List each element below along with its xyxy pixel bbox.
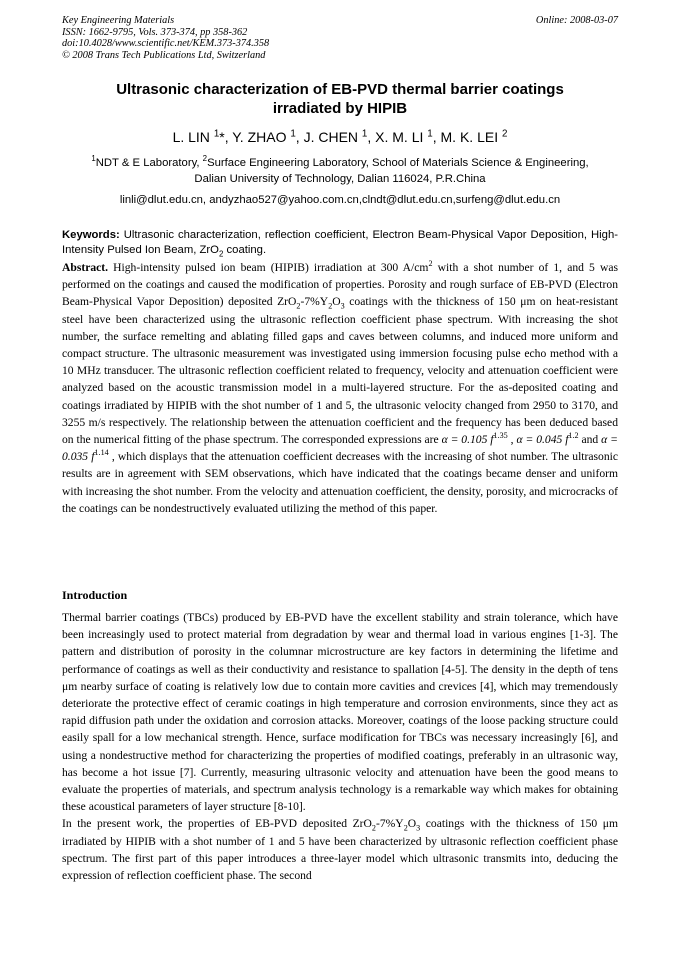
keywords-block — [62, 228, 618, 258]
intro-text: In the present work, the properties of EB-PVD deposited ZrO — [62, 817, 372, 831]
section-heading-introduction: Introduction — [62, 588, 128, 602]
intro-sub: 2 — [371, 823, 376, 833]
journal-name: Key Engineering Materials — [62, 15, 175, 26]
abstract-text: O — [332, 295, 341, 309]
keywords-text: Ultrasonic characterization, reflection coefficient, Electron Beam-Physical Vapor Deposition, High-Intensity Pulsed Ion Beam, ZrO — [62, 229, 618, 256]
author-separator: , — [367, 129, 376, 145]
title-line-1: Ultrasonic characterization of EB-PVD thermal barrier coatings — [116, 81, 564, 98]
equation-1 — [442, 433, 508, 446]
intro-sub: 3 — [416, 823, 421, 833]
equation-separator: and — [578, 433, 602, 447]
abstract-text: coatings with the thickness of 150 μm on heat-resistant steel have been characterized using the ultrasonic reflection coefficient phase spectrum. With increasing the shot number, the surface remelting and ablating filled gaps and caves between columns, and induced more uniform and compact structure. The ultrasonic measurement was investigated using immersion focusing pulse echo method with a 10 MHz transducer. The ultrasonic reflection coefficient related to frequency, velocity and attenuation coefficient were analyzed based on the acoustic transmission model in a multi-layered structure. For the as-deposited coating and coatings irradiated by HIPIB with the shot number of 1 and 5, the ultrasonic velocity changed from 2950 to 3170, and 3255 m/s respectively. The relationship between the attenuation coefficient and the frequency has been deduced based on the numerical fitting of the phase spectrum. The corresponded expressions are — [62, 295, 618, 447]
keywords-subscript: 2 — [218, 249, 224, 259]
equation-2-exponent: 1.2 — [568, 431, 579, 441]
author-1: L. LIN — [172, 129, 214, 145]
affiliation-2: Surface Engineering Laboratory, School of Materials Science & Engineering, — [207, 157, 589, 169]
affiliation-line-2: Dalian University of Technology, Dalian 116024, P.R.China — [194, 173, 486, 185]
intro-text: O — [407, 817, 417, 831]
author-separator: , — [295, 129, 304, 145]
abstract-text: High-intensity pulsed ion beam (HIPIB) irradiation at 300 A/cm — [108, 261, 429, 274]
affiliation-line-1 — [62, 155, 618, 171]
affil-mark-1: 1 — [91, 154, 96, 164]
doi-line: doi:10.4028/www.scientific.net/KEM.373-374.358 — [62, 38, 270, 50]
abstract-text: , which displays that the attenuation coefficient decreases with the increasing of shot number. The ultrasonic results are in agreement with SEM observations, which have indicated that the coatings became denser and uniform with increasing the shot number. From the velocity and attenuation coefficient, the density, porosity, and microcracks of the coatings can be nondestructively evaluated utilizing the method of this paper. — [62, 450, 618, 515]
abstract-text: -7%Y — [300, 295, 329, 309]
author-4: X. M. LI — [375, 129, 428, 145]
intro-paragraph-1: Thermal barrier coatings (TBCs) produced by EB-PVD have the excellent stability and strain tolerance, which have been increasingly used to protect material from degradation by wear and thermal load in various engines [1-3]. The pattern and distribution of porosity in the columnar microstructure are key factors in determining the lifetime and performance of coatings as well as their conductivity and resistance to spallation [4-5]. The density in the depth of tens μm nearby surface of coating is relatively low due to contain more cavities and crevices [4], which may tremendously deteriorate the protective effect of ceramic coatings in high temperature and corrosion environments, since they act as rapid diffusion path under the oxidation and corrosion attacks. Moreover, coatings of the loose packing structure could easily spall for a low mechanical strength. Hence, surface modification for TBCs was necessary increasingly [6], and using a nondestructive method for characterizing the properties of modified coatings, preferably in an ultrasonic way, has become a hot issue [7]. Currently, measuring ultrasonic velocity and attenuation have been the good means to evaluate the properties of materials, and spectrum analysis technology is a remarkable way which makes for obtaining these acoustical parameters of layer structure [8-10]. — [62, 611, 618, 814]
equation-1-body: α = 0.105 f — [441, 433, 494, 447]
author-1-affil: 1 — [213, 128, 220, 140]
affiliations — [62, 155, 618, 187]
abstract-sub: 3 — [340, 301, 345, 311]
author-5: M. K. LEI — [440, 129, 502, 145]
author-emails: linli@dlut.edu.cn, andyzhao527@yahoo.com.cn,clndt@dlut.edu.cn,surfeng@dlut.edu.cn — [119, 194, 561, 206]
equation-2-body: α = 0.045 f — [516, 433, 569, 447]
intro-paragraph-2 — [62, 815, 618, 884]
author-4-affil: 1 — [427, 128, 433, 140]
abstract-sub: 2 — [328, 301, 333, 311]
intro-text: -7%Y — [375, 817, 404, 831]
journal-header — [62, 15, 618, 61]
abstract-sub: 2 — [296, 301, 301, 311]
equation-2 — [516, 433, 578, 446]
author-2-affil: 1 — [290, 128, 296, 140]
online-date: Online: 2008-03-07 — [535, 15, 618, 26]
affil-mark-2: 2 — [202, 154, 208, 164]
author-3: J. CHEN — [303, 129, 362, 145]
copyright-line: © 2008 Trans Tech Publications Ltd, Switzerland — [62, 49, 266, 61]
abstract-block — [62, 259, 618, 517]
abstract-sup: 2 — [428, 259, 433, 269]
issn-line: ISSN: 1662-9795, Vols. 373-374, pp 358-362 — [62, 26, 248, 38]
paper-title — [62, 80, 618, 118]
title-line-2: irradiated by HIPIB — [272, 100, 408, 117]
intro-sub: 2 — [403, 823, 408, 833]
affiliation-1: NDT & E Laboratory, — [95, 157, 203, 169]
equation-3-exponent: 1.14 — [94, 448, 109, 458]
author-separator: , — [432, 129, 441, 145]
corresponding-mark: *, — [219, 129, 233, 145]
author-2: Y. ZHAO — [232, 129, 291, 145]
author-5-affil: 2 — [501, 128, 508, 140]
abstract-label: Abstract. — [62, 261, 109, 274]
abstract-text: with a shot number of 1, and 5 was performed on the coatings and caused the modification of properties. Porosity and rough surface of EB-PVD (Electron Beam-Physical Vapor Deposition) deposited ZrO — [62, 261, 618, 309]
author-list — [62, 128, 618, 146]
introduction-body — [62, 609, 618, 884]
equation-separator: , — [507, 433, 517, 447]
equation-3-body: α = 0.035 f — [62, 433, 618, 464]
intro-text: coatings with the thickness of 150 μm irradiated by HIPIB with a shot number of 1 and 5 have been characterized by ultrasonic reflection coefficient phase spectrum. The first part of this paper introduces a three-layer model which ultrasonic transmits into, deducing the expression of reflection coefficient phase. The second — [62, 817, 618, 883]
author-3-affil: 1 — [361, 128, 368, 140]
equation-1-exponent: 1.35 — [493, 431, 508, 441]
keywords-end: coating. — [223, 244, 267, 256]
keywords-label: Keywords: — [62, 229, 120, 241]
